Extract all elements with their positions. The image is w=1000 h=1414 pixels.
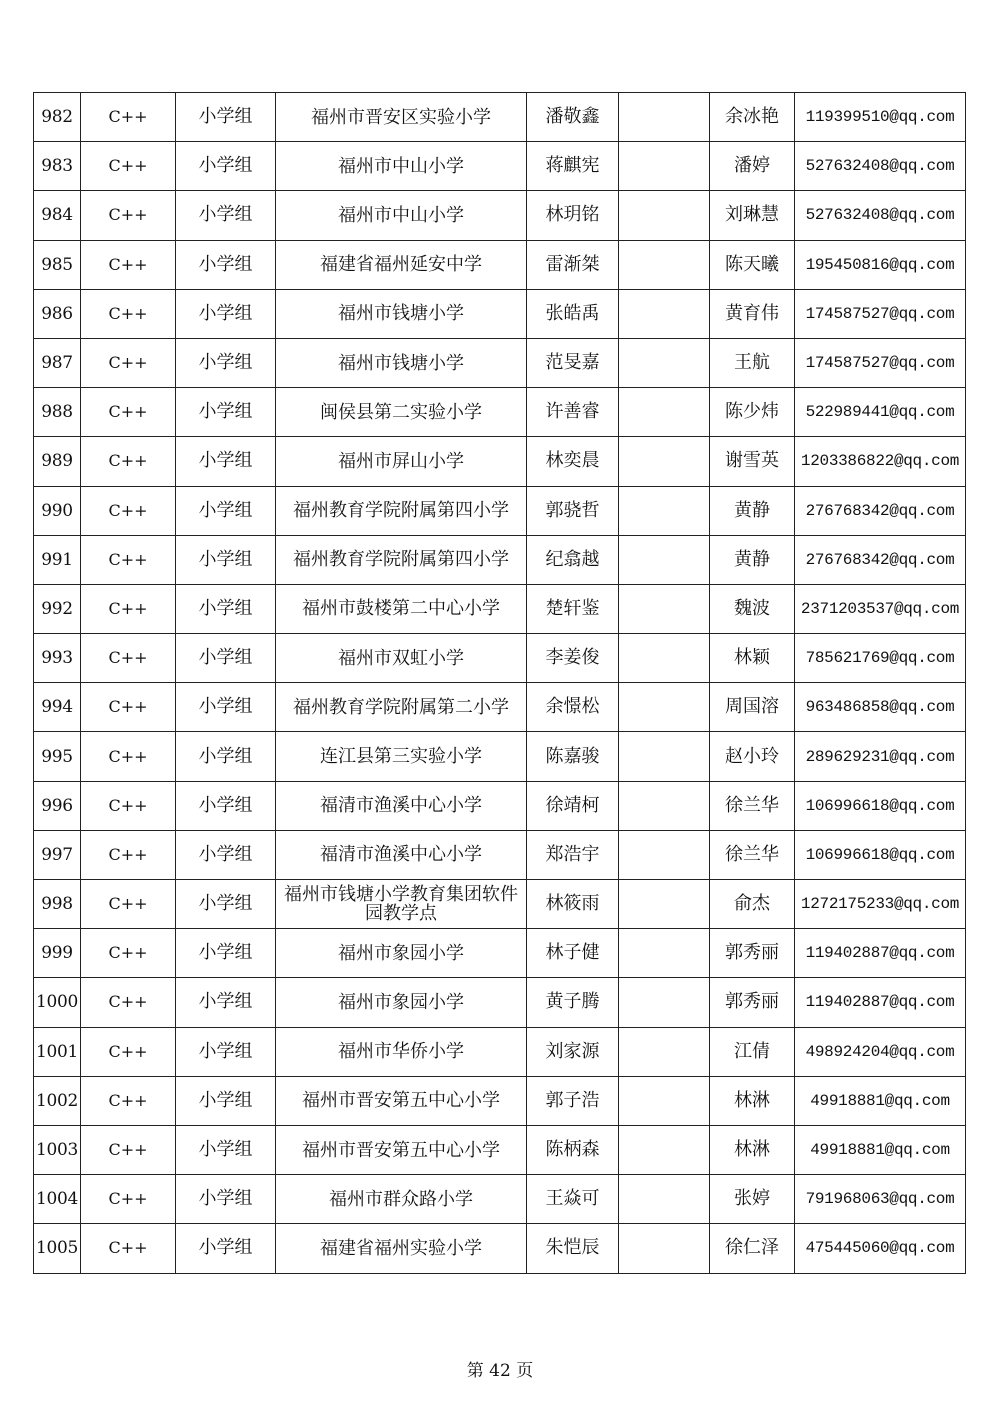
group-cell: 小学组	[176, 1027, 276, 1076]
entry-number-cell: 983	[34, 142, 81, 191]
email-cell: 791968063@qq.com	[795, 1175, 966, 1224]
email-cell: 1203386822@qq.com	[795, 437, 966, 486]
entry-number-cell: 990	[34, 486, 81, 535]
email-cell: 475445060@qq.com	[795, 1224, 966, 1273]
blank-cell	[619, 634, 710, 683]
school-cell: 福清市渔溪中心小学	[276, 830, 527, 879]
blank-cell	[619, 830, 710, 879]
blank-cell	[619, 486, 710, 535]
student-name-cell: 余憬松	[527, 683, 619, 732]
email-cell: 119402887@qq.com	[795, 929, 966, 978]
entry-number-cell: 996	[34, 781, 81, 830]
page-number: 第 42 页	[466, 1361, 534, 1381]
group-cell: 小学组	[176, 240, 276, 289]
blank-cell	[619, 1027, 710, 1076]
school-cell: 福州市晋安第五中心小学	[276, 1076, 527, 1125]
table-row	[34, 929, 966, 978]
student-name-cell: 郑浩宇	[527, 830, 619, 879]
email-cell: 106996618@qq.com	[795, 781, 966, 830]
group-cell: 小学组	[176, 1175, 276, 1224]
table-row	[34, 486, 966, 535]
blank-cell	[619, 1125, 710, 1174]
table-row	[34, 1027, 966, 1076]
language-cell: C++	[81, 929, 176, 978]
blank-cell	[619, 240, 710, 289]
entry-number-cell: 1002	[34, 1076, 81, 1125]
student-name-cell: 潘敬鑫	[527, 93, 619, 142]
entry-number-cell: 1004	[34, 1175, 81, 1224]
student-name-cell: 王焱可	[527, 1175, 619, 1224]
language-cell: C++	[81, 388, 176, 437]
group-cell: 小学组	[176, 1125, 276, 1174]
group-cell: 小学组	[176, 388, 276, 437]
entry-number-cell: 998	[34, 880, 81, 929]
blank-cell	[619, 289, 710, 338]
group-cell: 小学组	[176, 978, 276, 1027]
blank-cell	[619, 338, 710, 387]
teacher-name-cell: 魏波	[710, 584, 795, 633]
teacher-name-cell: 余冰艳	[710, 93, 795, 142]
student-name-cell: 陈柄森	[527, 1125, 619, 1174]
group-cell: 小学组	[176, 634, 276, 683]
language-cell: C++	[81, 338, 176, 387]
student-name-cell: 郭子浩	[527, 1076, 619, 1125]
table-row	[34, 978, 966, 1027]
email-cell: 119399510@qq.com	[795, 93, 966, 142]
language-cell: C++	[81, 880, 176, 929]
language-cell: C++	[81, 732, 176, 781]
blank-cell	[619, 880, 710, 929]
school-cell: 福州市钱塘小学	[276, 338, 527, 387]
email-cell: 498924204@qq.com	[795, 1027, 966, 1076]
student-name-cell: 林筱雨	[527, 880, 619, 929]
teacher-name-cell: 陈天曦	[710, 240, 795, 289]
entry-number-cell: 1001	[34, 1027, 81, 1076]
teacher-name-cell: 刘琳慧	[710, 191, 795, 240]
email-cell: 49918881@qq.com	[795, 1076, 966, 1125]
table-row	[34, 830, 966, 879]
email-cell: 963486858@qq.com	[795, 683, 966, 732]
blank-cell	[619, 191, 710, 240]
language-cell: C++	[81, 830, 176, 879]
student-name-cell: 朱恺辰	[527, 1224, 619, 1273]
group-cell: 小学组	[176, 781, 276, 830]
table-row	[34, 388, 966, 437]
language-cell: C++	[81, 584, 176, 633]
school-cell: 福州市中山小学	[276, 191, 527, 240]
email-cell: 527632408@qq.com	[795, 142, 966, 191]
group-cell: 小学组	[176, 584, 276, 633]
school-cell: 福州教育学院附属第四小学	[276, 535, 527, 584]
language-cell: C++	[81, 781, 176, 830]
entry-number-cell: 984	[34, 191, 81, 240]
email-cell: 785621769@qq.com	[795, 634, 966, 683]
table-row	[34, 1224, 966, 1273]
language-cell: C++	[81, 535, 176, 584]
school-cell: 福州市钱塘小学教育集团软件园教学点	[276, 880, 527, 929]
student-name-cell: 林奕晨	[527, 437, 619, 486]
student-name-cell: 楚轩鉴	[527, 584, 619, 633]
entry-number-cell: 993	[34, 634, 81, 683]
student-name-cell: 林子健	[527, 929, 619, 978]
entry-number-cell: 1005	[34, 1224, 81, 1273]
table-row	[34, 1076, 966, 1125]
blank-cell	[619, 978, 710, 1027]
teacher-name-cell: 俞杰	[710, 880, 795, 929]
teacher-name-cell: 林淋	[710, 1125, 795, 1174]
school-cell: 福州市华侨小学	[276, 1027, 527, 1076]
entry-number-cell: 994	[34, 683, 81, 732]
language-cell: C++	[81, 142, 176, 191]
language-cell: C++	[81, 486, 176, 535]
group-cell: 小学组	[176, 929, 276, 978]
group-cell: 小学组	[176, 338, 276, 387]
entry-number-cell: 1003	[34, 1125, 81, 1174]
entry-number-cell: 991	[34, 535, 81, 584]
group-cell: 小学组	[176, 289, 276, 338]
email-cell: 289629231@qq.com	[795, 732, 966, 781]
email-cell: 527632408@qq.com	[795, 191, 966, 240]
table-row	[34, 142, 966, 191]
language-cell: C++	[81, 1125, 176, 1174]
language-cell: C++	[81, 93, 176, 142]
table-row	[34, 584, 966, 633]
table-row	[34, 781, 966, 830]
student-name-cell: 雷渐桀	[527, 240, 619, 289]
table-row	[34, 1175, 966, 1224]
teacher-name-cell: 徐兰华	[710, 781, 795, 830]
language-cell: C++	[81, 634, 176, 683]
blank-cell	[619, 1076, 710, 1125]
email-cell: 174587527@qq.com	[795, 338, 966, 387]
entry-number-cell: 985	[34, 240, 81, 289]
school-cell: 福州市象园小学	[276, 929, 527, 978]
email-cell: 1272175233@qq.com	[795, 880, 966, 929]
teacher-name-cell: 江倩	[710, 1027, 795, 1076]
student-name-cell: 林玥铭	[527, 191, 619, 240]
student-name-cell: 范旻嘉	[527, 338, 619, 387]
blank-cell	[619, 1224, 710, 1273]
group-cell: 小学组	[176, 486, 276, 535]
teacher-name-cell: 潘婷	[710, 142, 795, 191]
teacher-name-cell: 郭秀丽	[710, 929, 795, 978]
language-cell: C++	[81, 1224, 176, 1273]
table-row	[34, 437, 966, 486]
teacher-name-cell: 黄静	[710, 486, 795, 535]
teacher-name-cell: 林颖	[710, 634, 795, 683]
language-cell: C++	[81, 289, 176, 338]
blank-cell	[619, 437, 710, 486]
group-cell: 小学组	[176, 142, 276, 191]
student-name-cell: 刘家源	[527, 1027, 619, 1076]
group-cell: 小学组	[176, 93, 276, 142]
teacher-name-cell: 谢雪英	[710, 437, 795, 486]
teacher-name-cell: 徐仁泽	[710, 1224, 795, 1273]
teacher-name-cell: 张婷	[710, 1175, 795, 1224]
table-body	[34, 93, 966, 1274]
table-row	[34, 338, 966, 387]
table-row	[34, 93, 966, 142]
table-row	[34, 535, 966, 584]
school-cell: 福州市钱塘小学	[276, 289, 527, 338]
email-cell: 276768342@qq.com	[795, 535, 966, 584]
entry-number-cell: 997	[34, 830, 81, 879]
email-cell: 195450816@qq.com	[795, 240, 966, 289]
teacher-name-cell: 赵小玲	[710, 732, 795, 781]
registration-table	[33, 92, 966, 1274]
student-name-cell: 徐靖柯	[527, 781, 619, 830]
blank-cell	[619, 535, 710, 584]
student-name-cell: 郭骁哲	[527, 486, 619, 535]
language-cell: C++	[81, 1076, 176, 1125]
entry-number-cell: 987	[34, 338, 81, 387]
teacher-name-cell: 郭秀丽	[710, 978, 795, 1027]
entry-number-cell: 992	[34, 584, 81, 633]
email-cell: 49918881@qq.com	[795, 1125, 966, 1174]
entry-number-cell: 988	[34, 388, 81, 437]
email-cell: 522989441@qq.com	[795, 388, 966, 437]
blank-cell	[619, 93, 710, 142]
group-cell: 小学组	[176, 191, 276, 240]
language-cell: C++	[81, 683, 176, 732]
school-cell: 福建省福州延安中学	[276, 240, 527, 289]
entry-number-cell: 986	[34, 289, 81, 338]
student-name-cell: 李姜俊	[527, 634, 619, 683]
language-cell: C++	[81, 978, 176, 1027]
language-cell: C++	[81, 1027, 176, 1076]
language-cell: C++	[81, 240, 176, 289]
blank-cell	[619, 732, 710, 781]
email-cell: 276768342@qq.com	[795, 486, 966, 535]
table-row	[34, 240, 966, 289]
blank-cell	[619, 388, 710, 437]
teacher-name-cell: 周国溶	[710, 683, 795, 732]
email-cell: 2371203537@qq.com	[795, 584, 966, 633]
teacher-name-cell: 黄育伟	[710, 289, 795, 338]
table-row	[34, 1125, 966, 1174]
blank-cell	[619, 683, 710, 732]
blank-cell	[619, 584, 710, 633]
blank-cell	[619, 1175, 710, 1224]
group-cell: 小学组	[176, 1076, 276, 1125]
entry-number-cell: 982	[34, 93, 81, 142]
school-cell: 福州市中山小学	[276, 142, 527, 191]
school-cell: 闽侯县第二实验小学	[276, 388, 527, 437]
student-name-cell: 蒋麒宪	[527, 142, 619, 191]
group-cell: 小学组	[176, 830, 276, 879]
email-cell: 106996618@qq.com	[795, 830, 966, 879]
group-cell: 小学组	[176, 437, 276, 486]
language-cell: C++	[81, 1175, 176, 1224]
entry-number-cell: 989	[34, 437, 81, 486]
student-name-cell: 许善睿	[527, 388, 619, 437]
student-name-cell: 纪翕越	[527, 535, 619, 584]
blank-cell	[619, 142, 710, 191]
group-cell: 小学组	[176, 683, 276, 732]
table-row	[34, 683, 966, 732]
school-cell: 福建省福州实验小学	[276, 1224, 527, 1273]
school-cell: 福州市晋安区实验小学	[276, 93, 527, 142]
table-row	[34, 880, 966, 929]
entry-number-cell: 999	[34, 929, 81, 978]
school-cell: 福州市群众路小学	[276, 1175, 527, 1224]
teacher-name-cell: 黄静	[710, 535, 795, 584]
teacher-name-cell: 陈少炜	[710, 388, 795, 437]
school-cell: 福州市晋安第五中心小学	[276, 1125, 527, 1174]
school-cell: 福州市双虹小学	[276, 634, 527, 683]
group-cell: 小学组	[176, 1224, 276, 1273]
entry-number-cell: 1000	[34, 978, 81, 1027]
table-row	[34, 732, 966, 781]
group-cell: 小学组	[176, 880, 276, 929]
school-cell: 连江县第三实验小学	[276, 732, 527, 781]
school-cell: 福州市象园小学	[276, 978, 527, 1027]
school-cell: 福州教育学院附属第二小学	[276, 683, 527, 732]
group-cell: 小学组	[176, 535, 276, 584]
email-cell: 174587527@qq.com	[795, 289, 966, 338]
table-row	[34, 191, 966, 240]
teacher-name-cell: 王航	[710, 338, 795, 387]
table-row	[34, 289, 966, 338]
school-cell: 福清市渔溪中心小学	[276, 781, 527, 830]
blank-cell	[619, 781, 710, 830]
school-cell: 福州教育学院附属第四小学	[276, 486, 527, 535]
entry-number-cell: 995	[34, 732, 81, 781]
group-cell: 小学组	[176, 732, 276, 781]
student-name-cell: 陈嘉骏	[527, 732, 619, 781]
student-name-cell: 张皓禹	[527, 289, 619, 338]
school-cell: 福州市屏山小学	[276, 437, 527, 486]
blank-cell	[619, 929, 710, 978]
language-cell: C++	[81, 191, 176, 240]
student-name-cell: 黄子腾	[527, 978, 619, 1027]
email-cell: 119402887@qq.com	[795, 978, 966, 1027]
teacher-name-cell: 徐兰华	[710, 830, 795, 879]
language-cell: C++	[81, 437, 176, 486]
table-row	[34, 634, 966, 683]
school-cell: 福州市鼓楼第二中心小学	[276, 584, 527, 633]
teacher-name-cell: 林淋	[710, 1076, 795, 1125]
